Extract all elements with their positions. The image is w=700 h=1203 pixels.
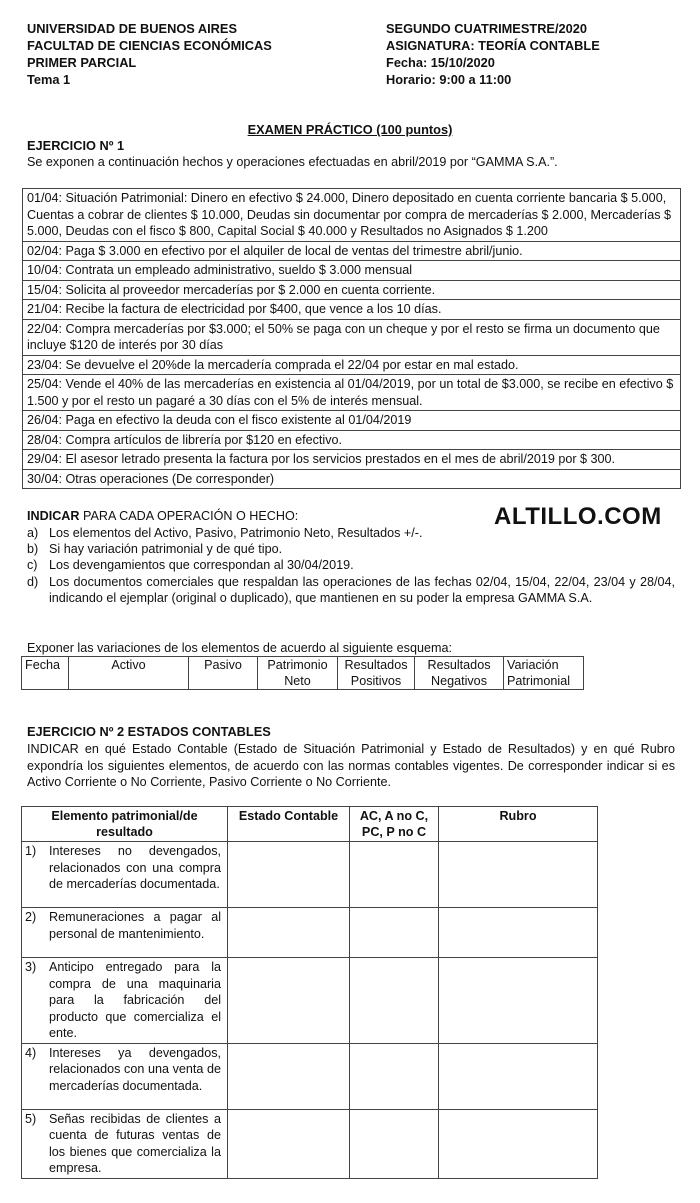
header-cell: Resultados Negativos — [415, 657, 504, 690]
operation-row: 15/04: Solicita al proveedor mercaderías por $ 2.000 en cuenta corriente. — [22, 281, 681, 301]
element-cell — [22, 908, 228, 958]
list-item — [27, 575, 675, 606]
financial-statements-table — [21, 806, 598, 1179]
operation-row: 30/04: Otras operaciones (De corresponder) — [22, 470, 681, 490]
table-row — [22, 958, 598, 1044]
indicar-rest: PARA CADA OPERACIÓN O HECHO: — [79, 509, 299, 523]
answer-cell[interactable] — [228, 908, 350, 958]
semester: SEGUNDO CUATRIMESTRE/2020 — [386, 21, 587, 36]
element-text: Intereses ya devengados, relacionados con una venta de mercaderías documentada. — [49, 1045, 221, 1093]
header-cell: Variación Patrimonial — [504, 657, 584, 690]
exercise-1-title: EJERCICIO Nº 1 — [27, 138, 125, 153]
header-cell: Patrimonio Neto — [258, 657, 338, 690]
table-row — [22, 842, 598, 908]
header-cell: Elemento patrimonial/de resultado — [22, 807, 228, 842]
table-row — [22, 1109, 598, 1178]
answer-cell[interactable] — [439, 908, 598, 958]
header-cell: Rubro — [439, 807, 598, 842]
answer-cell[interactable] — [350, 842, 439, 908]
item-text: Los elementos del Activo, Pasivo, Patrimonio Neto, Resultados +/-. — [49, 526, 423, 540]
header-cell: Estado Contable — [228, 807, 350, 842]
exercise-2-title: EJERCICIO Nº 2 ESTADOS CONTABLES — [27, 724, 271, 739]
element-text: Remuneraciones a pagar al personal de mantenimiento. — [49, 910, 221, 941]
answer-cell[interactable] — [228, 1109, 350, 1178]
exam-theme: Tema 1 — [27, 72, 71, 87]
scheme-intro: Exponer las variaciones de los elementos de acuerdo al siguiente esquema: — [27, 641, 452, 655]
item-key: d) — [27, 575, 39, 589]
university-name: UNIVERSIDAD DE BUENOS AIRES — [27, 21, 237, 36]
answer-cell[interactable] — [439, 1043, 598, 1109]
item-key: a) — [27, 526, 39, 540]
table-row — [22, 807, 598, 842]
header-left — [27, 20, 272, 88]
element-text: Anticipo entregado para la compra de una maquinaria para la fabricación del producto que comercializa el ente. — [49, 960, 221, 1040]
answer-cell[interactable] — [350, 958, 439, 1044]
operation-row: 28/04: Compra artículos de librería por $120 en efectivo. — [22, 431, 681, 451]
indicar-heading — [27, 509, 298, 523]
answer-cell[interactable] — [228, 842, 350, 908]
answer-cell[interactable] — [350, 908, 439, 958]
row-number: 4) — [25, 1045, 37, 1060]
element-cell — [22, 842, 228, 908]
header-cell: Fecha — [22, 657, 69, 690]
list-item — [27, 542, 675, 558]
exercise-1-intro: Se exponen a continuación hechos y operaciones efectuadas en abril/2019 por “GAMMA S.A.”. — [27, 155, 558, 169]
header-cell: Pasivo — [189, 657, 258, 690]
operation-row: 10/04: Contrata un empleado administrativo, sueldo $ 3.000 mensual — [22, 261, 681, 281]
table-row — [22, 1043, 598, 1109]
list-item — [27, 526, 675, 542]
answer-cell[interactable] — [350, 1109, 439, 1178]
item-key: b) — [27, 542, 39, 556]
header-cell: Resultados Positivos — [338, 657, 415, 690]
operation-row: 23/04: Se devuelve el 20%de la mercadería comprada el 22/04 por estar en mal estado. — [22, 356, 681, 376]
operation-row: 25/04: Vende el 40% de las mercaderías en existencia al 01/04/2019, por un total de $3.000, se recibe en efectivo $ 1.500 y por el resto un pagaré a 30 días con el 5% de interés mensual. — [22, 375, 681, 411]
variations-scheme-table — [21, 656, 584, 690]
item-text: Si hay variación patrimonial y de qué tipo. — [49, 542, 283, 556]
operation-row: 02/04: Paga $ 3.000 en efectivo por el alquiler de local de ventas del trimestre abril/junio. — [22, 242, 681, 262]
row-number: 2) — [25, 910, 37, 924]
answer-cell[interactable] — [439, 1109, 598, 1178]
element-text: Señas recibidas de clientes a cuenta de futuras ventas de los bienes que comercializa la empresa. — [49, 1111, 221, 1175]
answer-cell[interactable] — [228, 958, 350, 1044]
element-text: Intereses no devengados, relacionados con una compra de mercaderías documentada. — [49, 844, 221, 891]
element-cell — [22, 1109, 228, 1178]
operation-row: 01/04: Situación Patrimonial: Dinero en efectivo $ 24.000, Dinero depositado en cuenta corriente bancaria $ 5.000, Cuentas a cobrar de clientes $ 10.000, Deudas sin documentar por compra de mercaderías $ 2.000, Mercaderías $ 5.000, Deudas con el fisco $ 800, Capital Social $ 40.000 y Resultados no Asignados $ 1.200 — [22, 188, 681, 242]
header-cell: AC, A no C, PC, P no C — [350, 807, 439, 842]
row-number: 3) — [25, 960, 37, 974]
exam-type: PRIMER PARCIAL — [27, 55, 137, 70]
item-text: Los documentos comerciales que respaldan las operaciones de las fechas 02/04, 15/04, 22/04, 23/04 y 28/04, indicando el ejemplar (original o duplicado), que mantienen en su poder la empresa GAMMA S.A. — [49, 575, 675, 605]
header-cell: Activo — [69, 657, 189, 690]
answer-cell[interactable] — [439, 958, 598, 1044]
row-number: 1) — [25, 844, 37, 858]
answer-cell[interactable] — [350, 1043, 439, 1109]
element-cell — [22, 958, 228, 1044]
operation-row: 26/04: Paga en efectivo la deuda con el fisco existente al 01/04/2019 — [22, 411, 681, 431]
table-row — [22, 657, 584, 690]
faculty-name: FACULTAD DE CIENCIAS ECONÓMICAS — [27, 38, 272, 53]
operation-row: 29/04: El asesor letrado presenta la factura por los servicios prestados en el mes de abril/2019 por $ 300. — [22, 450, 681, 470]
exercise-2-instructions: INDICAR en qué Estado Contable (Estado de Situación Patrimonial y Estado de Resultados) y en qué Rubro expondría los siguientes elementos, de acuerdo con las normas contables vigentes. De corresponder indicar si es Activo Corriente o No Corriente, Pasivo Corriente o No Corriente. — [27, 742, 675, 789]
exam-date: Fecha: 15/10/2020 — [386, 55, 495, 70]
answer-cell[interactable] — [228, 1043, 350, 1109]
table-row — [22, 908, 598, 958]
row-number: 5) — [25, 1111, 37, 1126]
exam-schedule: Horario: 9:00 a 11:00 — [386, 72, 512, 87]
item-key: c) — [27, 558, 38, 572]
item-text: Los devengamientos que correspondan al 30/04/2019. — [49, 558, 354, 572]
header-right — [386, 20, 600, 88]
exam-title: EXAMEN PRÁCTICO (100 puntos) — [247, 122, 453, 137]
subject: ASIGNATURA: TEORÍA CONTABLE — [386, 38, 600, 53]
list-item — [27, 558, 675, 574]
answer-cell[interactable] — [439, 842, 598, 908]
operation-row: 22/04: Compra mercaderías por $3.000; el 50% se paga con un cheque y por el resto se firma un documento que incluye $120 de interés por 30 días — [22, 320, 681, 356]
indicar-keyword: INDICAR — [27, 509, 80, 523]
watermark-logo: ALTILLO.COM — [494, 503, 662, 530]
operation-row: 21/04: Recibe la factura de electricidad por $400, que vence a los 10 días. — [22, 300, 681, 320]
operations-list — [22, 188, 681, 489]
element-cell — [22, 1043, 228, 1109]
